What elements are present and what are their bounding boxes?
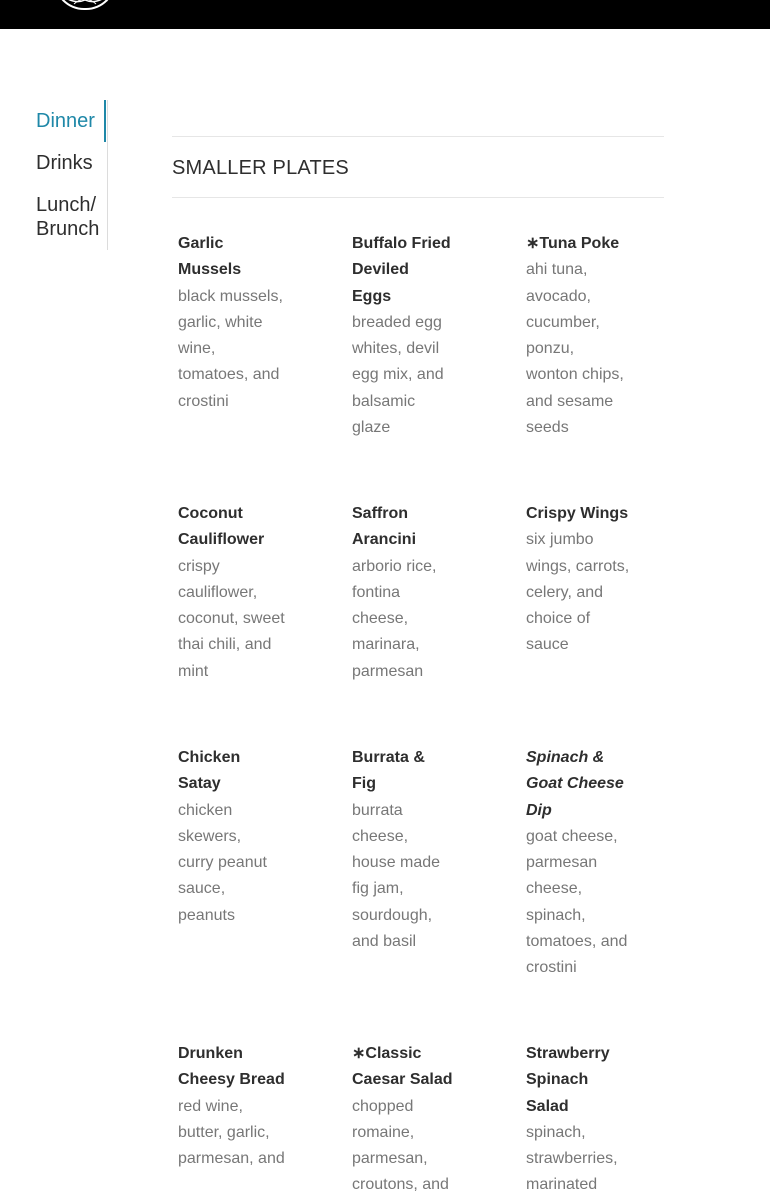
restaurant-logo[interactable]	[54, 0, 116, 10]
menu-item	[526, 501, 630, 659]
menu-item	[352, 1041, 456, 1199]
menu-item	[352, 745, 452, 955]
menu-item-description: chicken skewers, curry peanut sauce, peanuts	[178, 801, 267, 924]
menu-item-name: Coconut Cauliflower	[178, 505, 265, 549]
menu-item-description: black mussels, garlic, white wine, tomatoes, and crostini	[178, 287, 283, 410]
menu-item-name: Saffron Arancini	[352, 505, 417, 549]
menu-item-name: Burrata & Fig	[352, 749, 425, 793]
nav-item-lunch-brunch[interactable]: Lunch/ Brunch	[36, 194, 100, 240]
menu-item-description: burrata cheese, house made fig jam, sourdough, and basil	[352, 801, 441, 951]
menu-item-name: Crispy Wings	[526, 505, 629, 522]
menu-item-description: spinach, strawberries, marinated	[526, 1123, 618, 1194]
top-bar	[0, 0, 770, 29]
menu-item-name: Spinach & Goat Cheese Dip	[526, 749, 624, 819]
menu-item-name: Buffalo Fried Deviled Eggs	[352, 235, 451, 305]
logo-emblem-icon	[56, 0, 114, 8]
menu-item-description: breaded egg whites, devil egg mix, and balsamic glaze	[352, 313, 444, 437]
menu-item-description: chopped romaine, parmesan, croutons, and	[352, 1097, 449, 1194]
menu-item	[178, 231, 288, 415]
menu-item-description: six jumbo wings, carrots, celery, and choice of sauce	[526, 531, 630, 654]
menu-item	[178, 745, 278, 929]
menu-category-nav	[36, 100, 108, 250]
menu-item	[352, 501, 452, 685]
menu-item-name: ∗Tuna Poke	[526, 235, 620, 252]
menu-item	[178, 501, 288, 685]
menu-item-name: Drunken Cheesy Bread	[178, 1045, 285, 1089]
menu-item	[526, 745, 630, 982]
menu-item-description: ahi tuna, avocado, cucumber, ponzu, wonton chips, and sesame seeds	[526, 261, 624, 437]
section-divider-top	[172, 136, 664, 137]
menu-item-description: arborio rice, fontina cheese, marinara, parmesan	[352, 557, 437, 680]
menu-item-name: Garlic Mussels	[178, 235, 242, 279]
menu-item-description: crispy cauliflower, coconut, sweet thai chili, and mint	[178, 557, 285, 680]
nav-item-dinner[interactable]: Dinner	[36, 110, 95, 132]
nav-active-indicator	[104, 100, 106, 142]
section-title: SMALLER PLATES	[172, 157, 349, 179]
section-divider-bottom	[172, 197, 664, 198]
menu-item	[526, 231, 630, 441]
menu-item	[352, 231, 452, 441]
menu-item-name: Chicken Satay	[178, 749, 241, 793]
menu-item-name: ∗Classic Caesar Salad	[352, 1045, 453, 1089]
nav-item-drinks[interactable]: Drinks	[36, 152, 93, 174]
menu-item-description: goat cheese, parmesan cheese, spinach, tomatoes, and crostini	[526, 827, 628, 977]
menu-item-name: Strawberry Spinach Salad	[526, 1045, 610, 1115]
menu-item	[526, 1041, 626, 1199]
menu-item-description: red wine, butter, garlic, parmesan, and	[178, 1097, 285, 1168]
menu-item	[178, 1041, 288, 1172]
